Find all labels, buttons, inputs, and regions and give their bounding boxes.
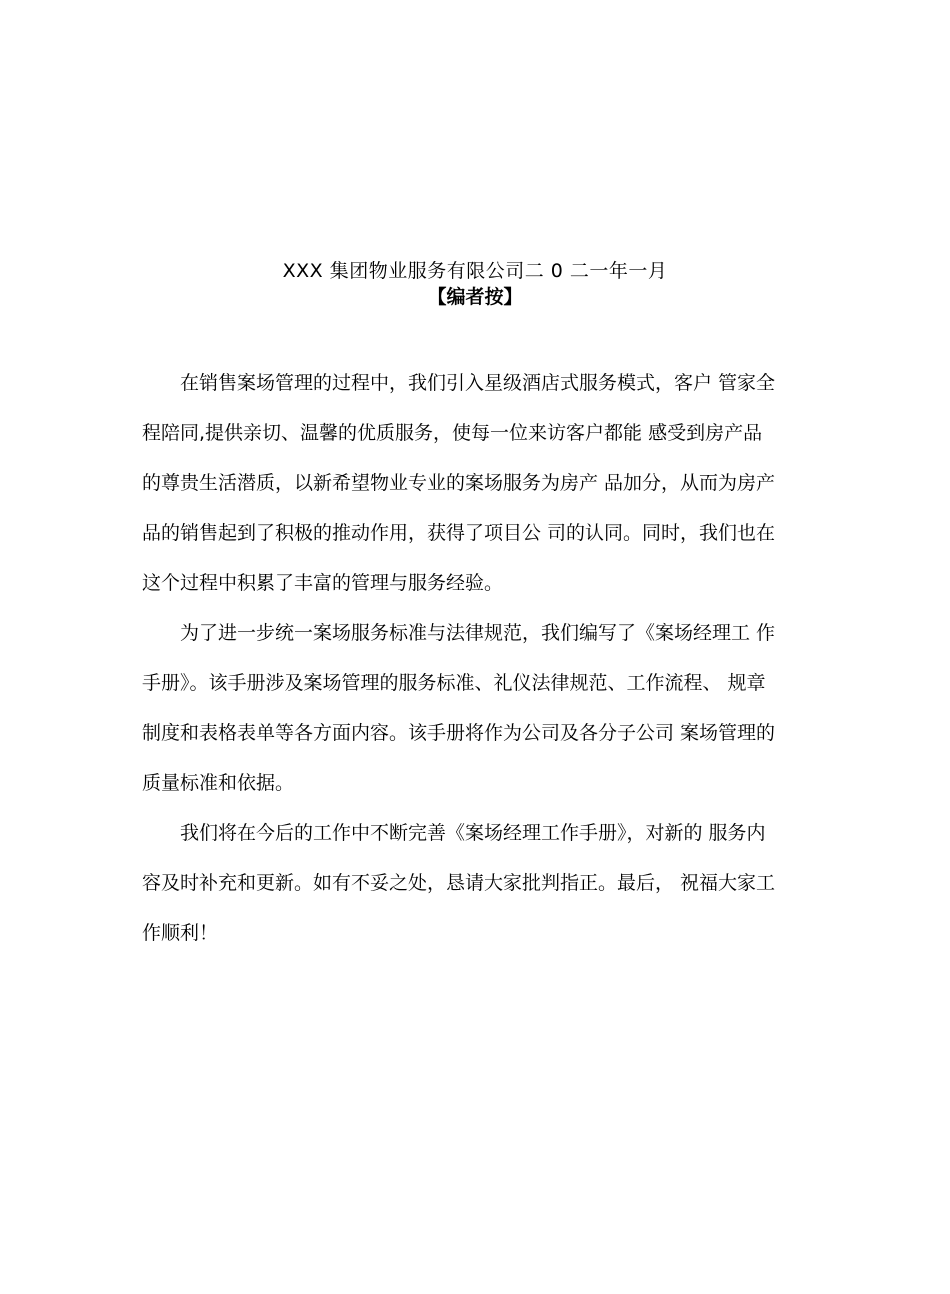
paragraph-3 [142,808,810,958]
company-date-line: XXX 集团物业服务有限公司二 0 二一年一月 [282,260,668,282]
editor-note-heading: 【编者按】 [427,286,523,308]
paragraph-2 [142,608,810,808]
paragraph-line: 我们将在今后的工作中不断完善《案场经理工作手册》，对新的 服务内 [180,822,766,844]
paragraph-line: 这个过程中积累了丰富的管理与服务经验。 [142,572,504,594]
document-header [0,258,950,310]
paragraph-line: 作顺利！ [142,922,219,944]
document-body [142,358,810,958]
paragraph-1 [142,358,810,608]
paragraph-line: 手册》。该手册涉及案场管理的服务标准、礼仪法律规范、工作流程、 规章 [142,672,766,694]
paragraph-line: 在销售案场管理的过程中，我们引入星级酒店式服务模式，客户 管家全 [180,372,776,394]
paragraph-line: 程陪同,提供亲切、温馨的优质服务，使每一位来访客户都能 感受到房产品 [142,422,763,444]
paragraph-line: 品的销售起到了积极的推动作用，获得了项目公 司的认同。同时，我们也在 [142,522,776,544]
paragraph-line: 为了进一步统一案场服务标准与法律规范，我们编写了《案场经理工 作 [180,622,776,644]
paragraph-line: 容及时补充和更新。如有不妥之处，恳请大家批判指正。最后， 祝福大家工 [142,872,776,894]
paragraph-line: 制度和表格表单等各方面内容。该手册将作为公司及各分子公司 案场管理的 [142,722,776,744]
paragraph-line: 质量标准和依据。 [142,772,295,794]
paragraph-line: 的尊贵生活潜质，以新希望物业专业的案场服务为房产 品加分，从而为房产 [142,472,776,494]
